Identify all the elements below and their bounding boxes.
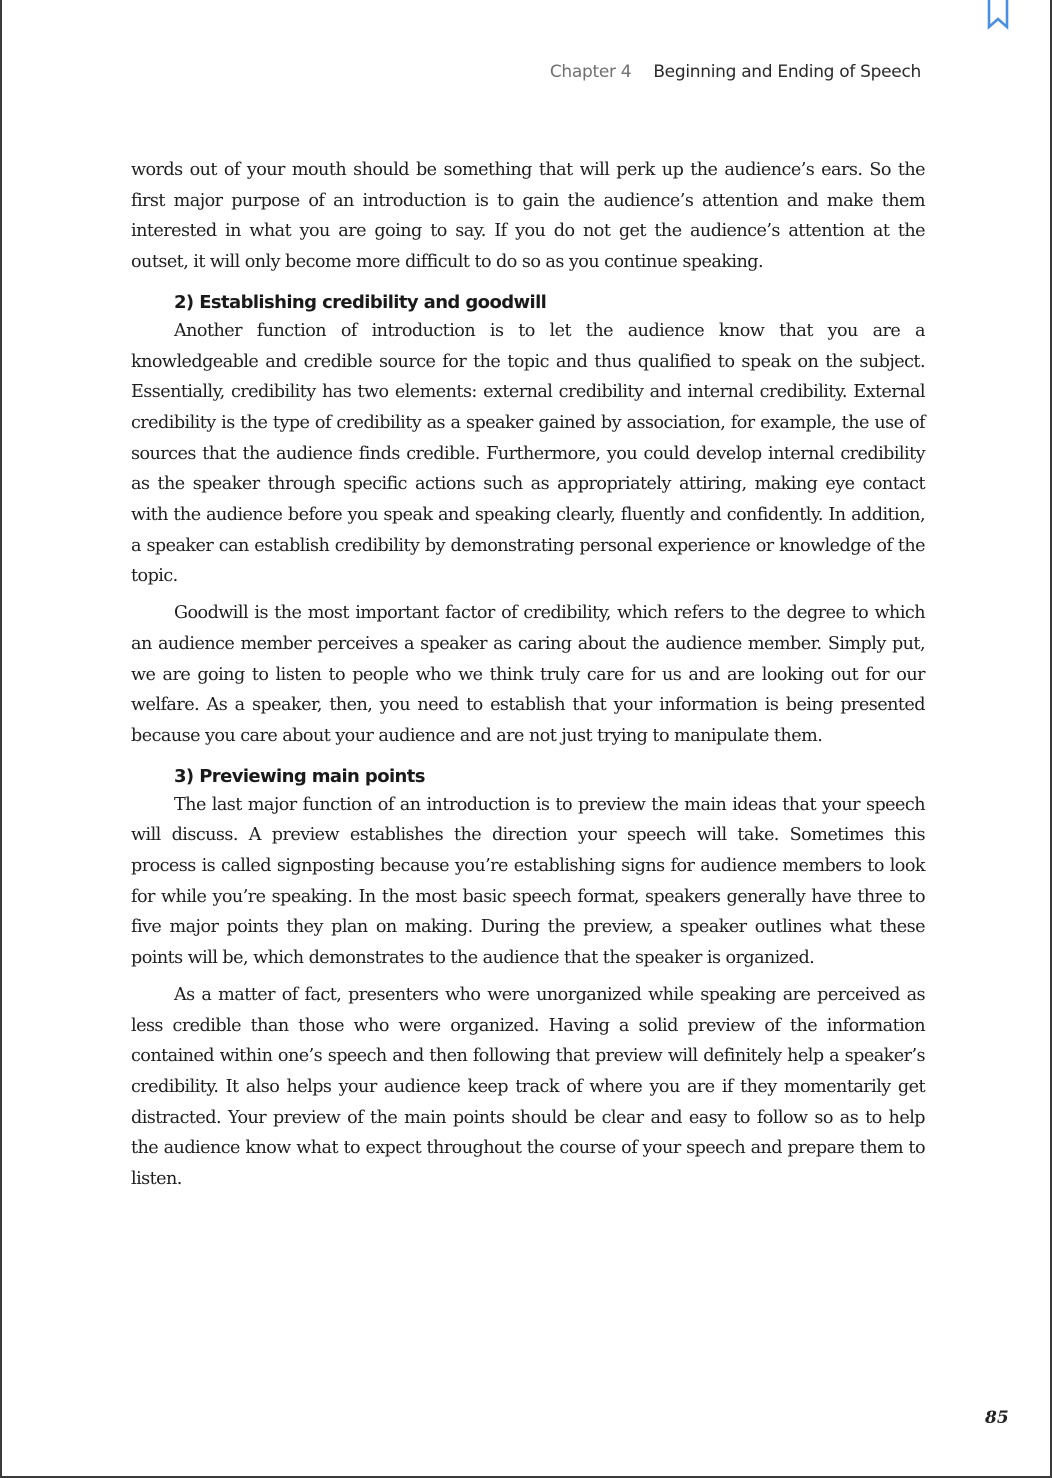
- page-number: 85: [985, 1408, 1009, 1428]
- chapter-title: Beginning and Ending of Speech: [653, 62, 921, 82]
- chapter-label: Chapter 4: [549, 62, 632, 82]
- paragraph-goodwill: Goodwill is the most important factor of credibility, which refers to the degree to which an audience member perceives a speaker as caring about the audience member. Simply put, we are going to listen to people who we think truly care for us and are looking out for our welfare. As a speaker, then, you need to establish that your information is being presented because you care about your audience and are not just trying to manipulate them.: [131, 603, 925, 746]
- paragraph-organization: As a matter of fact, presenters who were unorganized while speaking are perceived as less credible than those who were organized. Having a solid preview of the information contained within one’s speech and then following that preview will definitely help a speaker’s credibility. It also helps your audience keep track of where you are if they momentarily get distracted. Your preview of the main points should be clear and easy to follow so as to help the audience know what to expect throughout the course of your speech and prepare them to listen.: [131, 984, 925, 1190]
- paragraph-intro-continued: words out of your mouth should be something that will perk up the audience’s ears. So the first major purpose of an introduction is to gain the audience’s attention and make them interested in what you are going to say. If you do not get the audience’s attention at the outset, it will only become more difficult to do so as you continue speaking.: [131, 160, 925, 273]
- bookmark-icon[interactable]: [987, 0, 1009, 30]
- page-body: [131, 155, 925, 1195]
- paragraph-preview: The last major function of an introduction is to preview the main ideas that your speech will discuss. A preview establishes the direction your speech will take. Sometimes this process is called signposting because you’re establishing signs for audience members to look for while you’re speaking. In the most basic speech format, speakers generally have three to five major points they plan on making. During the preview, a speaker outlines what these points will be, which demonstrates to the audience that the speaker is organized.: [131, 794, 925, 969]
- section-heading-preview: 3) Previewing main points: [174, 765, 425, 787]
- section-heading-credibility: 2) Establishing credibility and goodwill: [174, 291, 547, 313]
- running-head: [550, 62, 921, 82]
- paragraph-credibility: Another function of introduction is to let the audience know that you are a knowledgeable and credible source for the topic and thus qualified to speak on the subject. Essentially, credibility has two elements: external credibility and internal credibility. External credibility is the type of credibility as a speaker gained by association, for example, the use of sources that the audience finds credible. Furthermore, you could develop internal credibility as the speaker through specific actions such as appropriately attiring, making eye contact with the audience before you speak and speaking clearly, fluently and confidently. In addition, a speaker can establish credibility by demonstrating personal experience or knowledge of the topic.: [131, 320, 925, 587]
